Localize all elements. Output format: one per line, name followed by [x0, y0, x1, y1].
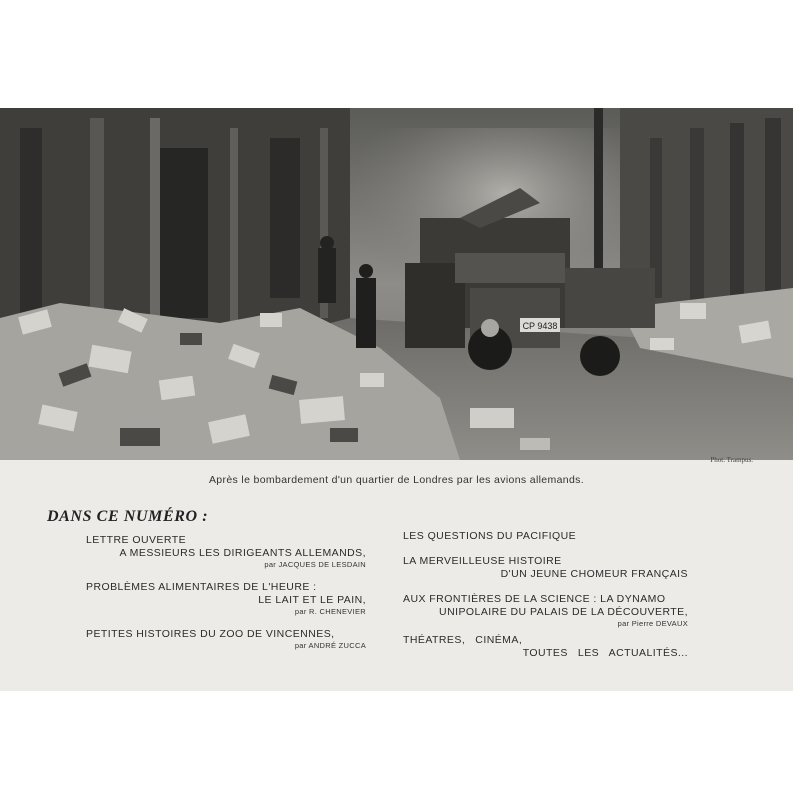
item-title-line: AUX FRONTIÈRES DE LA SCIENCE : LA DYNAMO — [403, 593, 666, 605]
contents-item — [403, 634, 688, 660]
item-title-line: D'UN JEUNE CHOMEUR FRANÇAIS — [500, 568, 688, 580]
street-rubble-image — [0, 108, 793, 460]
contents-heading: DANS CE NUMÉRO : — [47, 508, 209, 525]
item-title-line: LES QUESTIONS DU PACIFIQUE — [403, 530, 577, 542]
item-title-line: A MESSIEURS LES DIRIGEANTS ALLEMANDS, — [119, 547, 366, 559]
item-title-line: LE LAIT ET LE PAIN, — [258, 594, 366, 606]
item-title-line: TOUTES LES ACTUALITÉS... — [522, 647, 688, 659]
contents-item — [86, 534, 366, 569]
item-title-line: LETTRE OUVERTE — [86, 534, 187, 546]
item-title-line: PROBLÈMES ALIMENTAIRES DE L'HEURE : — [86, 581, 317, 593]
contents-item — [86, 581, 366, 616]
item-author: par R. CHENEVIER — [294, 607, 366, 616]
item-author: par JACQUES DE LESDAIN — [264, 560, 366, 569]
item-title-line: UNIPOLAIRE DU PALAIS DE LA DÉCOUVERTE, — [439, 606, 688, 618]
item-author: par Pierre DEVAUX — [617, 619, 688, 628]
truck-plate: CP 9438 — [522, 321, 558, 331]
contents-item — [86, 628, 366, 650]
contents-left-column — [86, 534, 366, 662]
item-author: par ANDRÉ ZUCCA — [294, 641, 366, 650]
item-title-line: THÉATRES, CINÉMA, — [403, 634, 523, 646]
item-title-line: LA MERVEILLEUSE HISTOIRE — [403, 555, 562, 567]
contents-item — [403, 530, 688, 543]
contents-item — [403, 555, 688, 581]
item-title-line: PETITES HISTOIRES DU ZOO DE VINCENNES, — [86, 628, 335, 640]
photo-caption: Après le bombardement d'un quartier de Londres par les avions allemands. — [208, 474, 585, 486]
magazine-page — [0, 108, 793, 691]
bombing-photograph — [0, 108, 793, 460]
photo-credit: Phot. Trampus. — [710, 456, 753, 464]
contents-item — [403, 593, 688, 628]
contents-right-column — [403, 530, 688, 672]
